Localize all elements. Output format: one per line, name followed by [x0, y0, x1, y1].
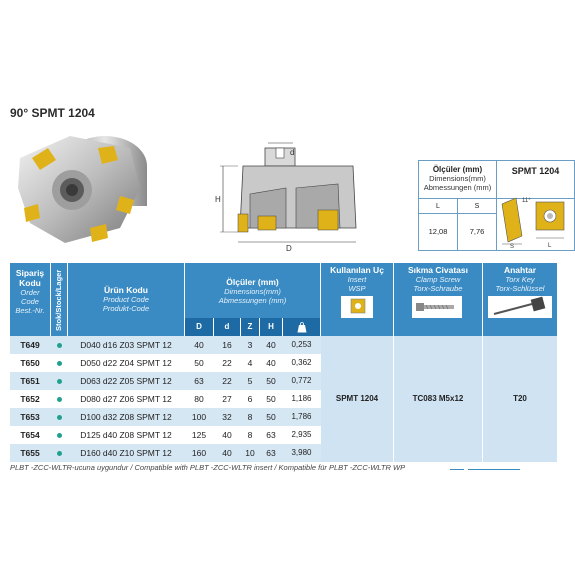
header-product-en: Product Code: [103, 295, 149, 304]
cutter-technical-drawing: [208, 138, 368, 260]
compatibility-footnote: PLBT -ZCC-WLTR-ucuna uygundur / Compatible with PLBT -ZCC-WLTR insert / Kompatible für PLBT -ZCC-WLTR WP: [10, 463, 406, 472]
row-H: 63: [266, 430, 276, 440]
footer-divider: [450, 468, 520, 471]
row-d: 22: [222, 376, 232, 386]
insert-dims-title: Ölçüler (mm): [432, 165, 483, 174]
row-D: 40: [194, 340, 204, 350]
page-title: 90° SPMT 1204: [10, 106, 95, 120]
table-row: [10, 408, 321, 426]
header-insert-tr: Kullanılan Uç: [330, 265, 384, 275]
row-D: 160: [191, 448, 207, 458]
insert-val-s: 7,76: [458, 214, 497, 250]
insert-value-cell: SPMT 1204: [321, 336, 393, 462]
header-key-de: Torx-Schlüssel: [495, 284, 545, 293]
row-product-code: D040 d16 Z03 SPMT 12: [80, 340, 172, 350]
row-product-code: D063 d22 Z05 SPMT 12: [80, 376, 172, 386]
dimension-D-label: D: [286, 244, 292, 253]
row-d: 22: [222, 358, 232, 368]
insert-dims-sub2: Abmessungen (mm): [423, 183, 492, 192]
row-product-code: D080 d27 Z06 SPMT 12: [80, 394, 172, 404]
key-icon-box: [488, 296, 552, 318]
row-Z: 5: [247, 376, 253, 386]
insert-val-l: 12,08: [419, 214, 458, 250]
header-dims-de: Abmessungen (mm): [218, 296, 287, 305]
screw-icon-box: [412, 296, 462, 318]
row-Z: 4: [247, 358, 253, 368]
stock-indicator-icon: [57, 451, 62, 456]
insert-dims-sub1: Dimensions(mm): [429, 174, 486, 183]
row-D: 125: [191, 430, 207, 440]
row-order-code: T654: [20, 430, 40, 440]
row-D: 50: [194, 358, 204, 368]
row-order-code: T649: [20, 340, 40, 350]
dimension-d-label: d: [290, 148, 295, 157]
row-weight: 1,186: [291, 394, 312, 403]
row-H: 63: [266, 448, 276, 458]
insert-l-label: L: [548, 243, 552, 248]
stock-indicator-icon: [57, 397, 62, 402]
table-row: [10, 390, 321, 408]
stock-indicator-icon: [57, 343, 62, 348]
row-product-code: D125 d40 Z08 SPMT 12: [80, 430, 172, 440]
row-Z: 6: [247, 394, 253, 404]
row-D: 100: [191, 412, 207, 422]
row-Z: 3: [247, 340, 253, 350]
screw-value-cell: TC083 M5x12: [394, 336, 482, 462]
torx-key-icon: [488, 296, 552, 318]
stock-indicator-icon: [57, 433, 62, 438]
screw-icon: [412, 296, 462, 318]
insert-col-s: S: [458, 199, 497, 214]
row-order-code: T650: [20, 358, 40, 368]
subheader-H: H: [260, 318, 282, 336]
insert-name-header: SPMT 1204: [497, 161, 574, 199]
row-order-code: T652: [20, 394, 40, 404]
header-dimensions: [185, 263, 320, 318]
row-D: 63: [194, 376, 204, 386]
table-row: [10, 372, 321, 390]
key-value-cell: T20: [483, 336, 557, 462]
row-Z: 10: [245, 448, 255, 458]
row-H: 50: [266, 376, 276, 386]
row-d: 16: [222, 340, 232, 350]
row-product-code: D100 d32 Z08 SPMT 12: [80, 412, 172, 422]
insert-shape-drawing: [498, 192, 568, 248]
row-weight: 0,362: [291, 358, 312, 367]
row-weight: 3,980: [291, 448, 312, 457]
header-screw-tr: Sıkma Civatası: [407, 265, 468, 275]
header-product-code: [68, 263, 184, 336]
row-H: 50: [266, 394, 276, 404]
stock-indicator-icon: [57, 415, 62, 420]
header-order-tr2: Kodu: [19, 278, 41, 288]
header-order-en2: Code: [21, 297, 39, 306]
header-screw-de: Torx-Schraube: [413, 284, 463, 293]
header-order-code: [10, 263, 50, 336]
subheader-weight: [283, 318, 320, 336]
stock-indicator-icon: [57, 379, 62, 384]
header-product-tr: Ürün Kodu: [104, 285, 148, 295]
header-order-tr: Sipariş: [15, 268, 45, 278]
header-product-de: Produkt-Code: [102, 304, 150, 313]
insert-col-l: L: [419, 199, 458, 214]
dimension-h-label: H: [215, 195, 221, 204]
header-order-en: Order: [20, 288, 40, 297]
stock-indicator-icon: [57, 361, 62, 366]
table-row: [10, 426, 321, 444]
row-d: 32: [222, 412, 232, 422]
row-product-code: D050 d22 Z04 SPMT 12: [80, 358, 172, 368]
weight-icon: [297, 322, 307, 333]
header-key-en: Torx Key: [505, 275, 535, 284]
row-d: 40: [222, 448, 232, 458]
row-H: 40: [266, 358, 276, 368]
header-stock: [51, 263, 67, 336]
row-weight: 2,935: [291, 430, 312, 439]
row-product-code: D160 d40 Z10 SPMT 12: [80, 448, 172, 458]
row-weight: 1,786: [291, 412, 312, 421]
header-dims-en: Dimensions(mm): [224, 287, 281, 296]
subheader-Z: Z: [241, 318, 259, 336]
row-D: 80: [194, 394, 204, 404]
header-dims-tr: Ölçüler (mm): [226, 277, 279, 287]
table-row: [10, 354, 321, 372]
row-order-code: T651: [20, 376, 40, 386]
row-order-code: T655: [20, 448, 40, 458]
insert-dims-header: [419, 161, 497, 199]
insert-icon: [341, 296, 373, 318]
table-row: [10, 444, 321, 462]
header-stock-label: Stok/Stock/Lager: [54, 269, 63, 331]
header-screw-en: Clamp Screw: [415, 275, 461, 284]
row-order-code: T653: [20, 412, 40, 422]
header-insert-de: WSP: [348, 284, 366, 293]
row-weight: 0,772: [291, 376, 312, 385]
subheader-D: D: [185, 318, 213, 336]
row-weight: 0,253: [291, 340, 312, 349]
subheader-d: d: [214, 318, 240, 336]
insert-s-label: S: [510, 244, 515, 248]
insert-angle-label: 11°: [522, 198, 531, 204]
row-d: 40: [222, 430, 232, 440]
row-d: 27: [222, 394, 232, 404]
table-row: [10, 336, 321, 354]
row-H: 40: [266, 340, 276, 350]
row-Z: 8: [247, 412, 253, 422]
header-insert-en: Insert: [347, 275, 367, 284]
header-key-tr: Anahtar: [503, 265, 537, 275]
row-Z: 8: [247, 430, 253, 440]
header-order-de: Best.-Nr.: [15, 306, 45, 315]
insert-icon-box: [341, 296, 373, 318]
row-H: 50: [266, 412, 276, 422]
milling-cutter-photo: [10, 118, 160, 258]
